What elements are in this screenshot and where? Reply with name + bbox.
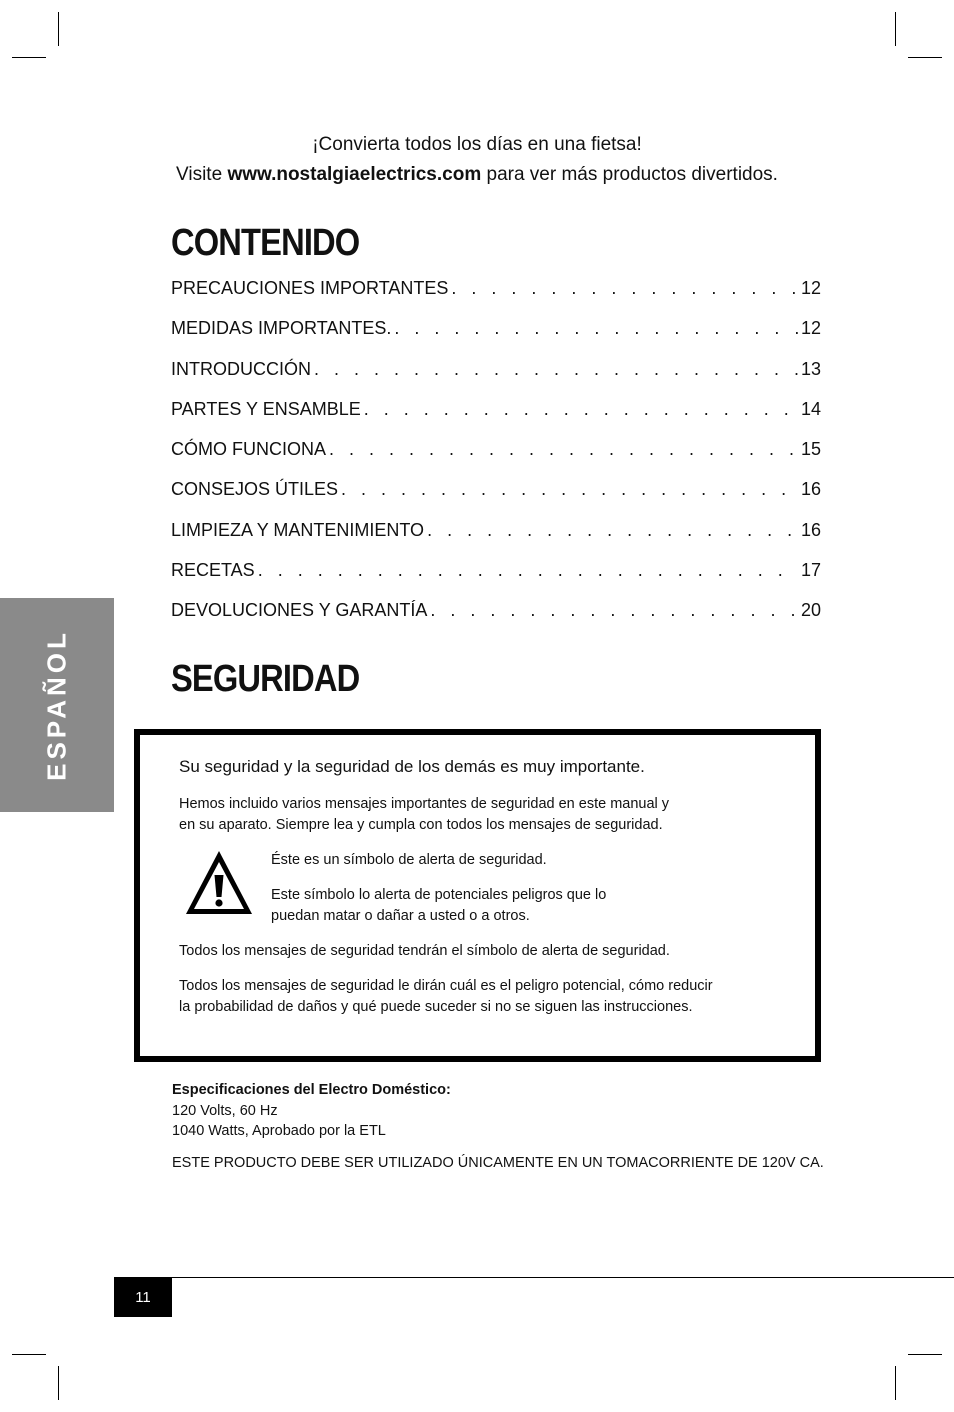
language-tab <box>0 598 114 812</box>
toc-leader-dots <box>451 278 798 299</box>
safety-all-messages-line: Todos los mensajes de seguridad le dirán cuál es el peligro potencial, cómo reducir <box>179 978 713 994</box>
crop-mark <box>908 1354 942 1355</box>
toc-item-page: 12 <box>800 318 821 339</box>
crop-mark <box>895 12 896 46</box>
crop-mark <box>58 12 59 46</box>
toc-item[interactable] <box>171 600 821 640</box>
crop-mark <box>58 1366 59 1400</box>
toc-item-label: PARTES Y ENSAMBLE <box>171 398 361 419</box>
safety-danger-text <box>271 885 871 926</box>
tagline <box>0 130 954 190</box>
toc-item-label: MEDIDAS IMPORTANTES. <box>171 318 392 339</box>
toc-leader-dots <box>341 479 798 500</box>
toc-item[interactable] <box>171 520 821 560</box>
toc-item-label: DEVOLUCIONES Y GARANTÍA <box>171 600 428 620</box>
toc-item-page: 15 <box>800 439 821 459</box>
crop-mark <box>12 1354 46 1355</box>
crop-mark <box>12 57 46 58</box>
toc-item-page: 17 <box>800 559 821 580</box>
toc-item[interactable] <box>171 399 821 439</box>
toc-item[interactable] <box>171 439 821 479</box>
footer-rule <box>114 1277 954 1278</box>
safety-all-messages-2 <box>179 976 779 1017</box>
tagline-line1: ¡Convierta todos los días en una fietsa! <box>312 134 642 155</box>
toc-item-label: RECETAS <box>171 559 255 580</box>
safety-heading: SEGURIDAD <box>171 658 360 700</box>
safety-all-messages-1: Todos los mensajes de seguridad tendrán el símbolo de alerta de seguridad. <box>179 943 670 959</box>
crop-mark <box>895 1366 896 1400</box>
toc-item-page: 16 <box>800 479 821 500</box>
toc-heading: CONTENIDO <box>171 222 360 264</box>
toc-leader-dots <box>364 399 798 420</box>
safety-notice-box <box>134 729 821 1062</box>
safety-symbol-text: Éste es un símbolo de alerta de seguridad. <box>271 852 547 868</box>
appliance-specs <box>172 1080 451 1142</box>
page-number: 11 <box>114 1278 172 1317</box>
toc-item-page: 20 <box>800 600 821 620</box>
language-tab-label: ESPAÑOL <box>41 629 72 781</box>
warning-triangle-icon <box>183 847 255 919</box>
safety-danger-line: puedan matar o dañar a usted o a otros. <box>271 907 530 924</box>
safety-intro-line: en su aparato. Siempre lea y cumpla con todos los mensajes de seguridad. <box>179 816 663 833</box>
toc-leader-dots <box>427 520 798 541</box>
toc-item[interactable] <box>171 479 821 519</box>
safety-danger-line: Este símbolo lo alerta de potenciales peligros que lo <box>271 887 607 903</box>
outlet-notice: ESTE PRODUCTO DEBE SER UTILIZADO ÚNICAMENTE EN UN TOMACORRIENTE DE 120V CA. <box>172 1155 824 1171</box>
toc-item-page: 16 <box>800 519 821 540</box>
toc-item-label: PRECAUCIONES IMPORTANTES <box>171 278 449 298</box>
toc-item-page: 14 <box>800 398 821 419</box>
safety-lead: Su seguridad y la seguridad de los demás es muy importante. <box>179 757 645 776</box>
tagline-line2 <box>0 160 954 190</box>
toc-leader-dots <box>394 318 798 339</box>
safety-all-messages-line: la probabilidad de daños y qué puede suceder si no se siguen las instrucciones. <box>179 998 693 1015</box>
safety-intro-line: Hemos incluido varios mensajes importantes de seguridad en este manual y <box>179 796 670 812</box>
toc-item[interactable] <box>171 560 821 600</box>
tagline-suffix: para ver más productos divertidos. <box>481 164 778 185</box>
toc-leader-dots <box>430 600 798 621</box>
toc-item[interactable] <box>171 359 821 399</box>
toc-item-label: LIMPIEZA Y MANTENIMIENTO <box>171 519 425 540</box>
toc-item-page: 12 <box>800 278 821 298</box>
specs-voltage: 120 Volts, 60 Hz <box>172 1102 278 1119</box>
toc-item[interactable] <box>171 318 821 358</box>
toc-item-label: CONSEJOS ÚTILES <box>171 479 339 500</box>
specs-wattage: 1040 Watts, Aprobado por la ETL <box>172 1123 386 1139</box>
toc-item[interactable] <box>171 278 821 318</box>
toc-item-label: INTRODUCCIÓN <box>171 358 311 379</box>
tagline-prefix: Visite <box>176 164 228 185</box>
toc-leader-dots <box>329 439 798 460</box>
toc-leader-dots <box>314 359 798 380</box>
safety-intro <box>179 794 779 835</box>
toc-item-page: 13 <box>800 358 821 379</box>
table-of-contents <box>171 278 821 640</box>
website-link[interactable]: www.nostalgiaelectrics.com <box>227 164 482 185</box>
toc-item-label: CÓMO FUNCIONA <box>171 439 326 459</box>
specs-title: Especificaciones del Electro Doméstico: <box>172 1082 451 1098</box>
toc-leader-dots <box>258 560 798 581</box>
crop-mark <box>908 57 942 58</box>
